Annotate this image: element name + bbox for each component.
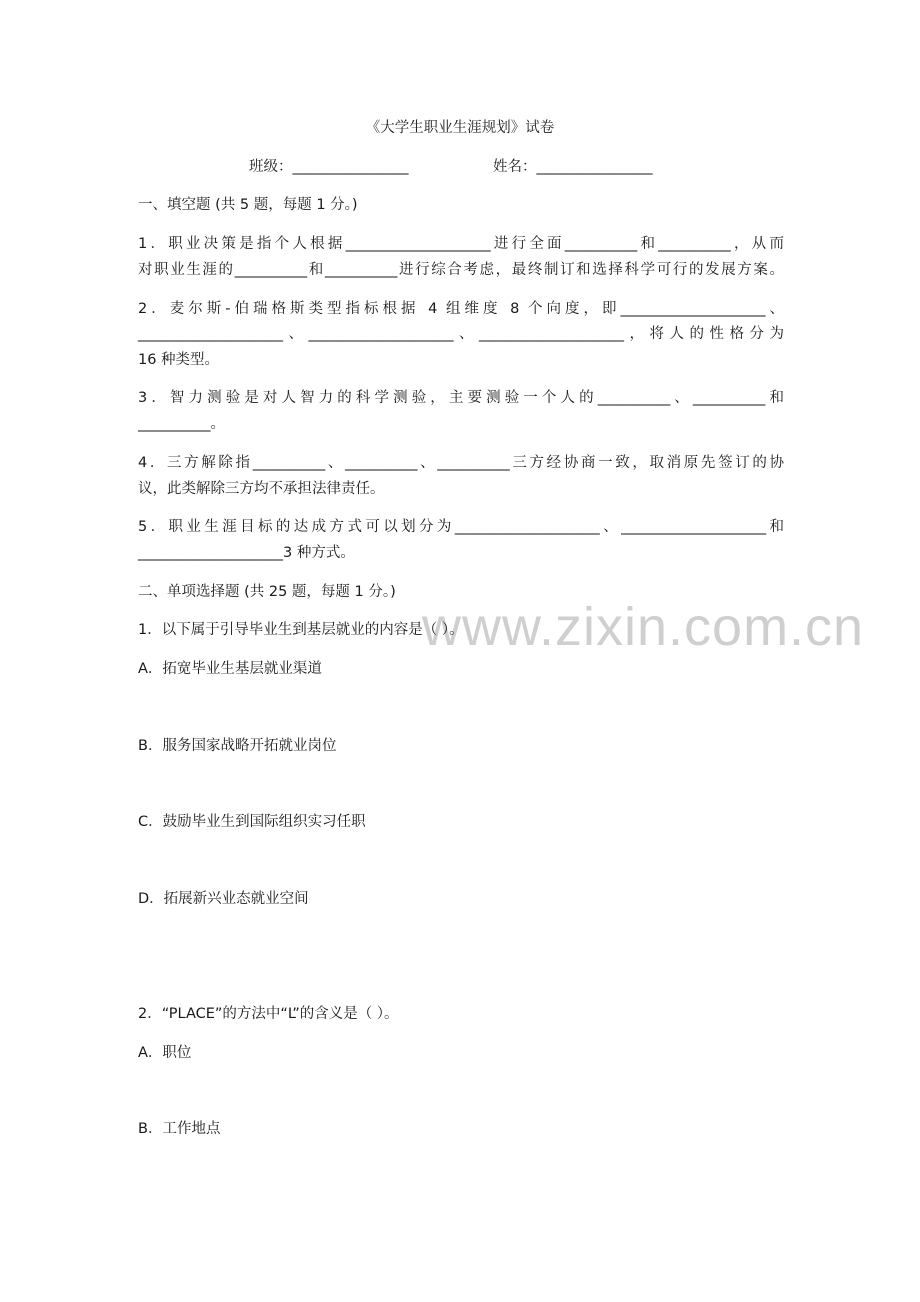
fill-q3-line-1: 3．智力测验是对人智力的科学测验，主要测验一个人的__________、__________和 [138,390,784,406]
section-2-header: 二、单项选择题 (共 25 题，每题 1 分。) [138,584,396,600]
fill-q2-line-1: 2．麦尔斯-伯瑞格斯类型指标根据 4 组维度 8 个向度，即____________________、 [138,301,784,317]
exam-title: 《大学生职业生涯规划》试卷 [365,120,555,136]
fill-q1-line-2: 对职业生涯的__________和__________进行综合考虑，最终制订和选择科学可行的发展方案。 [138,262,784,278]
name-field: 姓名：________________ [493,159,653,175]
choice-q2-stem: 2．“PLACE”的方法中“L”的含义是（ ）。 [138,1006,399,1022]
watermark: www.zixin.com.cn [422,597,865,657]
fill-q3-line-2: __________。 [138,416,225,432]
choice-q2-option-a: A．职位 [138,1045,192,1061]
fill-q4-line-2: 议，此类解除三方均不承担法律责任。 [138,481,385,497]
fill-q2-line-3: 16 种类型。 [138,352,220,368]
choice-q1-option-c: C．鼓励毕业生到国际组织实习任职 [138,814,366,830]
class-field: 班级：________________ [249,159,409,175]
section-1-header: 一、填空题 (共 5 题，每题 1 分。) [138,197,358,213]
choice-q1-option-a: A．拓宽毕业生基层就业渠道 [138,661,322,677]
choice-q2-option-b: B．工作地点 [138,1121,221,1137]
choice-q1-stem: 1．以下属于引导毕业生到基层就业的内容是（ ）。 [138,622,464,638]
fill-q5-line-2: ____________________3 种方式。 [138,545,355,561]
fill-q4-line-1: 4．三方解除指__________、__________、__________三方经协商一致，取消原先签订的协 [138,455,784,471]
fill-q5-line-1: 5．职业生涯目标的达成方式可以划分为____________________、____________________和 [138,519,784,535]
fill-q1-line-1: 1．职业决策是指个人根据____________________进行全面__________和__________，从而 [138,236,784,252]
fill-q2-line-2: ____________________、____________________、____________________，将人的性格分为 [138,326,784,342]
choice-q1-option-b: B．服务国家战略开拓就业岗位 [138,738,337,754]
choice-q1-option-d: D．拓展新兴业态就业空间 [138,891,309,907]
